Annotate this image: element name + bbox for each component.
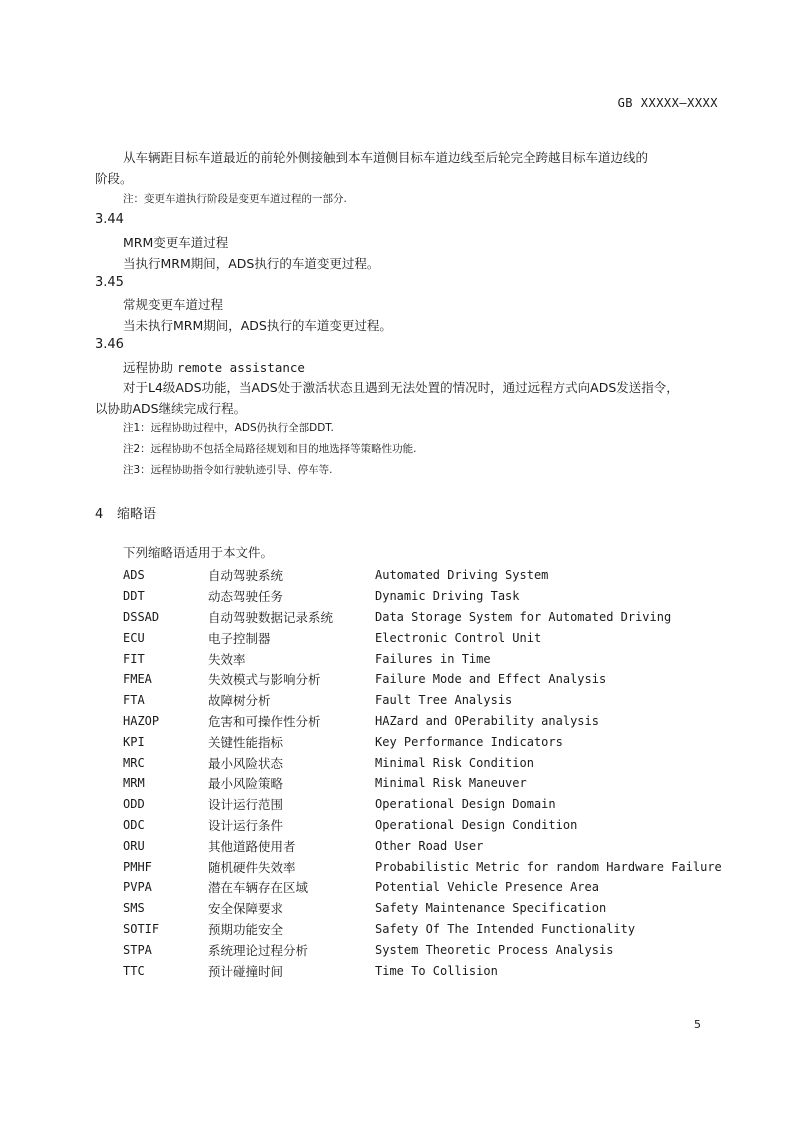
abbreviation-code: KPI xyxy=(123,734,145,749)
term-title: MRM变更车道过程 xyxy=(123,235,229,250)
abbreviation-row xyxy=(123,752,722,773)
abbreviation-english: Safety Of The Intended Functionality xyxy=(375,921,636,936)
abbreviation-chinese: 最小风险策略 xyxy=(208,776,284,792)
term-title: 常规变更车道过程 xyxy=(123,297,224,312)
page-number: 5 xyxy=(694,1018,701,1031)
term-note-2: 注2：远程协助不包括全局路径规划和目的地选择等策略性功能. xyxy=(123,443,417,455)
abbreviation-row xyxy=(123,815,722,836)
abbreviation-code: MRC xyxy=(123,755,145,770)
abbreviation-row xyxy=(123,586,722,607)
abbreviation-code: TTC xyxy=(123,963,145,978)
abbreviation-table xyxy=(123,565,722,981)
section-title: 缩略语 xyxy=(117,507,157,522)
abbreviation-english: Failure Mode and Effect Analysis xyxy=(375,672,607,687)
abbreviation-row xyxy=(123,939,722,960)
abbreviation-row xyxy=(123,607,722,628)
abbreviation-row xyxy=(123,711,722,732)
abbreviation-chinese: 失效率 xyxy=(208,651,246,667)
abbreviation-code: SOTIF xyxy=(123,921,160,936)
intro-note: 注：变更车道执行阶段是变更车道过程的一部分. xyxy=(123,193,347,205)
term-definition xyxy=(95,377,719,419)
abbreviation-code: DDT xyxy=(123,589,145,604)
standard-code: GB XXXXX—XXXX xyxy=(617,96,718,110)
abbreviation-chinese: 自动驾驶系统 xyxy=(208,568,284,584)
abbreviation-code: FMEA xyxy=(123,672,152,687)
abbreviation-row xyxy=(123,773,722,794)
section-number: 4 xyxy=(95,507,104,522)
term-definition: 当未执行MRM期间，ADS执行的车道变更过程。 xyxy=(123,318,392,333)
section-intro: 下列缩略语适用于本文件。 xyxy=(123,545,274,560)
abbreviation-chinese: 设计运行条件 xyxy=(208,817,284,833)
abbreviation-english: Other Road User xyxy=(375,838,484,853)
abbreviation-english: HAZard and OPerability analysis xyxy=(375,713,599,728)
abbreviation-row xyxy=(123,835,722,856)
term-note-3: 注3：远程协助指令如行驶轨迹引导、停车等. xyxy=(123,464,333,476)
abbreviation-english: Automated Driving System xyxy=(375,568,549,583)
abbreviation-chinese: 系统理论过程分析 xyxy=(208,942,309,958)
definition-line-2: 以协助ADS继续完成行程。 xyxy=(95,401,247,416)
abbreviation-row xyxy=(123,960,722,981)
abbreviation-row xyxy=(123,794,722,815)
abbreviation-row xyxy=(123,898,722,919)
abbreviation-chinese: 设计运行范围 xyxy=(208,797,284,813)
abbreviation-row xyxy=(123,919,722,940)
intro-paragraph xyxy=(95,147,719,189)
definition-line-1: 对于L4级ADS功能，当ADS处于激活状态且遇到无法处置的情况时，通过远程方式向ADS发送指令， xyxy=(123,380,679,395)
abbreviation-code: PVPA xyxy=(123,880,152,895)
abbreviation-english: Failures in Time xyxy=(375,651,491,666)
abbreviation-code: PMHF xyxy=(123,859,152,874)
abbreviation-chinese: 自动驾驶数据记录系统 xyxy=(208,609,334,625)
term-number: 3.46 xyxy=(95,337,124,352)
abbreviation-chinese: 关键性能指标 xyxy=(208,734,284,750)
abbreviation-row xyxy=(123,648,722,669)
intro-line-1: 从车辆距目标车道最近的前轮外侧接触到本车道侧目标车道边线至后轮完全跨越目标车道边线的 xyxy=(123,150,649,165)
abbreviation-chinese: 预计碰撞时间 xyxy=(208,963,284,979)
abbreviation-chinese: 最小风险状态 xyxy=(208,755,284,771)
abbreviation-chinese: 危害和可操作性分析 xyxy=(208,713,321,729)
term-definition: 当执行MRM期间，ADS执行的车道变更过程。 xyxy=(123,256,380,271)
abbreviation-row xyxy=(123,877,722,898)
abbreviation-chinese: 安全保障要求 xyxy=(208,901,284,917)
abbreviation-code: ODD xyxy=(123,797,145,812)
abbreviation-chinese: 动态驾驶任务 xyxy=(208,589,284,605)
term-title-cn: 远程协助 xyxy=(123,360,174,375)
abbreviation-chinese: 随机硬件失效率 xyxy=(208,859,296,875)
abbreviation-english: Data Storage System for Automated Driving xyxy=(375,609,672,624)
abbreviation-chinese: 电子控制器 xyxy=(208,630,271,646)
abbreviation-english: Minimal Risk Condition xyxy=(375,755,534,770)
term-title xyxy=(123,358,305,376)
term-number: 3.44 xyxy=(95,212,124,227)
abbreviation-code: DSSAD xyxy=(123,609,160,624)
section-heading xyxy=(95,503,156,522)
abbreviation-row xyxy=(123,669,722,690)
abbreviation-english: Time To Collision xyxy=(375,963,498,978)
abbreviation-english: Minimal Risk Maneuver xyxy=(375,776,527,791)
term-number: 3.45 xyxy=(95,275,124,290)
abbreviation-english: Dynamic Driving Task xyxy=(375,589,520,604)
abbreviation-code: ECU xyxy=(123,630,145,645)
abbreviation-code: HAZOP xyxy=(123,713,160,728)
abbreviation-row xyxy=(123,690,722,711)
abbreviation-code: STPA xyxy=(123,942,152,957)
abbreviation-code: FTA xyxy=(123,693,145,708)
abbreviation-code: ORU xyxy=(123,838,145,853)
abbreviation-code: ODC xyxy=(123,817,145,832)
abbreviation-code: FIT xyxy=(123,651,145,666)
abbreviation-code: MRM xyxy=(123,776,145,791)
abbreviation-chinese: 潜在车辆存在区域 xyxy=(208,880,309,896)
abbreviation-chinese: 预期功能安全 xyxy=(208,921,284,937)
abbreviation-row xyxy=(123,856,722,877)
abbreviation-english: Operational Design Domain xyxy=(375,797,556,812)
abbreviation-english: Electronic Control Unit xyxy=(375,630,542,645)
abbreviation-chinese: 失效模式与影响分析 xyxy=(208,672,321,688)
abbreviation-chinese: 其他道路使用者 xyxy=(208,838,296,854)
abbreviation-english: System Theoretic Process Analysis xyxy=(375,942,614,957)
abbreviation-code: SMS xyxy=(123,901,145,916)
abbreviation-english: Probabilistic Metric for random Hardware Failure xyxy=(375,859,722,874)
abbreviation-chinese: 故障树分析 xyxy=(208,693,271,709)
abbreviation-row xyxy=(123,565,722,586)
abbreviation-english: Fault Tree Analysis xyxy=(375,693,513,708)
abbreviation-row xyxy=(123,731,722,752)
abbreviation-english: Key Performance Indicators xyxy=(375,734,563,749)
abbreviation-english: Potential Vehicle Presence Area xyxy=(375,880,599,895)
abbreviation-code: ADS xyxy=(123,568,145,583)
term-title-en: remote assistance xyxy=(177,360,305,375)
term-note-1: 注1：远程协助过程中，ADS仍执行全部DDT. xyxy=(123,422,334,434)
abbreviation-row xyxy=(123,627,722,648)
intro-line-2: 阶段。 xyxy=(95,171,133,186)
abbreviation-english: Operational Design Condition xyxy=(375,817,578,832)
abbreviation-english: Safety Maintenance Specification xyxy=(375,901,607,916)
